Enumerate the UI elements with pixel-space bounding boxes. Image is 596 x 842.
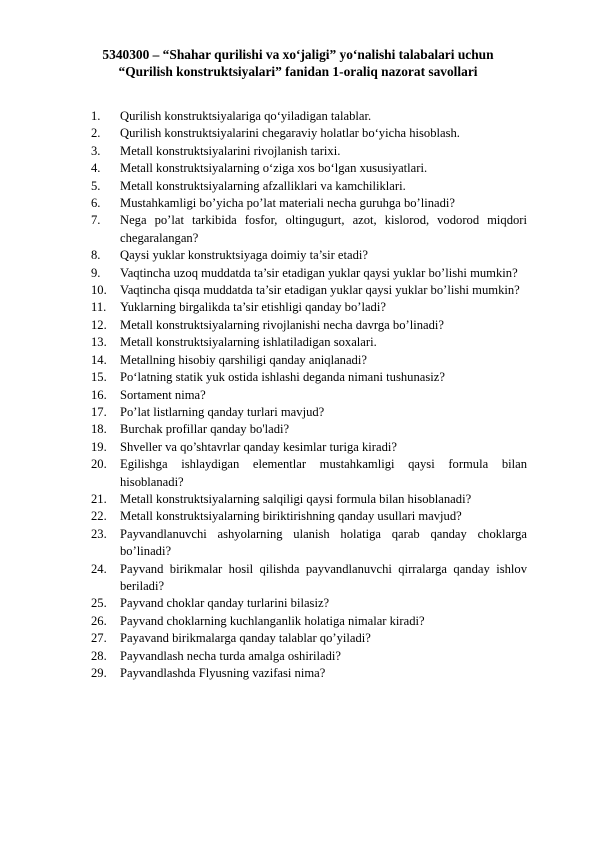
question-text: Qaysi yuklar konstruktsiyaga doimiy ta’sir etadi? [120, 248, 368, 263]
question-text: Payavand birikmalarga qanday talablar qo’yiladi? [120, 631, 371, 646]
question-text: Metall konstruktsiyalarning o‘ziga xos bo‘lgan xususiyatlari. [120, 161, 428, 176]
question-text: Metall konstruktsiyalarning rivojlanishi necha davrga bo’linadi? [120, 317, 444, 332]
question-number: 22. [91, 509, 107, 524]
question-number: 21. [91, 491, 107, 506]
question-item [0, 160, 527, 177]
question-text: Vaqtincha uzoq muddatda ta’sir etadigan yuklar qaysi yuklar bo’lishi mumkin? [120, 265, 518, 280]
question-item [0, 125, 527, 142]
title-line-2: “Qurilish konstruktsiyalari” fanidan 1-oraliq nazorat savollari [118, 64, 478, 79]
question-item [0, 404, 527, 421]
question-number: 7. [91, 213, 101, 228]
question-item [0, 352, 527, 369]
question-number: 2. [91, 126, 101, 141]
question-text: Metall konstruktsiyalarning ishlatiladigan soxalari. [120, 335, 377, 350]
question-item [0, 595, 527, 612]
question-text: Nega po’lat tarkibida fosfor, oltingugurt, azot, kislorod, vodorod miqdori chegaralangan? [120, 213, 527, 245]
question-item [0, 212, 527, 247]
question-text: Egilishga ishlaydigan elementlar mustahkamligi qaysi formula bilan hisoblanadi? [120, 457, 527, 489]
question-text: Payvandlashda Flyusning vazifasi nima? [120, 666, 326, 680]
question-number: 9. [91, 265, 101, 280]
question-item [0, 282, 527, 299]
question-text: Yuklarning birgalikda ta’sir etishligi qanday bo’ladi? [120, 300, 386, 315]
question-number: 17. [91, 404, 107, 419]
question-text: Qurilish konstruktsiyalariga qo‘yiladigan talablar. [120, 109, 372, 123]
question-item [0, 334, 527, 351]
question-text: Payvand choklar qanday turlarini bilasiz? [120, 596, 330, 611]
question-item [0, 108, 527, 125]
question-number: 27. [91, 631, 107, 646]
document-title [60, 46, 536, 80]
question-item [0, 508, 527, 525]
question-number: 24. [91, 561, 107, 576]
question-text: Qurilish konstruktsiyalarini chegaraviy holatlar bo‘yicha hisoblash. [120, 126, 460, 141]
question-item [0, 387, 527, 404]
question-text: Metallning hisobiy qarshiligi qanday aniqlanadi? [120, 352, 367, 367]
question-item [0, 143, 527, 160]
question-number: 23. [91, 526, 107, 541]
question-number: 19. [91, 439, 107, 454]
question-text: Payvandlanuvchi ashyolarning ulanish holatiga qarab qanday choklarga bo’linadi? [120, 526, 527, 559]
question-item [0, 439, 527, 456]
question-number: 20. [91, 457, 107, 472]
question-number: 29. [91, 666, 107, 680]
question-number: 26. [91, 613, 107, 628]
question-item [0, 561, 527, 596]
question-number: 8. [91, 248, 101, 263]
question-number: 3. [91, 143, 101, 158]
question-text: Vaqtincha qisqa muddatda ta’sir etadigan yuklar qaysi yuklar bo’lishi mumkin? [120, 283, 520, 298]
question-number: 10. [91, 283, 107, 298]
question-text: Metall konstruktsiyalarning afzalliklari va kamchiliklari. [120, 178, 406, 193]
question-list [0, 108, 596, 682]
question-item [0, 195, 527, 212]
question-text: Po‘latning statik yuk ostida ishlashi deganda nimani tushunasiz? [120, 370, 445, 385]
question-item [0, 299, 527, 316]
question-text: Metall konstruktsiyalarning salqiligi qaysi formula bilan hisoblanadi? [120, 491, 472, 506]
question-item [0, 491, 527, 508]
question-item [0, 247, 527, 264]
question-item [0, 178, 527, 195]
question-number: 14. [91, 352, 107, 367]
question-item [0, 613, 527, 630]
question-item [0, 456, 527, 491]
question-item [0, 665, 527, 682]
question-item [0, 265, 527, 282]
question-item [0, 421, 527, 438]
question-number: 18. [91, 422, 107, 437]
question-text: Metall konstruktsiyalarini rivojlanish tarixi. [120, 143, 341, 158]
question-item [0, 369, 527, 386]
question-text: Shveller va qo’shtavrlar qanday kesimlar turiga kiradi? [120, 439, 397, 454]
question-number: 11. [91, 300, 107, 315]
question-item [0, 648, 527, 665]
question-number: 6. [91, 196, 101, 211]
question-item [0, 526, 527, 561]
question-number: 15. [91, 370, 107, 385]
question-text: Mustahkamligi bo’yicha po’lat materiali necha guruhga bo’linadi? [120, 196, 456, 211]
question-number: 12. [91, 317, 107, 332]
question-text: Payvand birikmalar hosil qilishda payvandlanuvchi qirralarga qanday ishlov beriladi? [120, 561, 527, 593]
question-text: Payvandlash necha turda amalga oshiriladi? [120, 648, 342, 663]
question-text: Payvand choklarning kuchlanganlik holatiga nimalar kiradi? [120, 613, 425, 628]
question-number: 4. [91, 161, 101, 176]
question-number: 1. [91, 109, 101, 123]
question-text: Po’lat listlarning qanday turlari mavjud? [120, 404, 325, 419]
question-text: Sortament nima? [120, 387, 206, 402]
question-text: Burchak profillar qanday bo'ladi? [120, 422, 290, 437]
question-item [0, 317, 527, 334]
title-line-1: 5340300 – “Shahar qurilishi va xo‘jaligi” yo‘nalishi talabalari uchun [102, 47, 494, 62]
question-number: 13. [91, 335, 107, 350]
question-number: 25. [91, 596, 107, 611]
question-text: Metall konstruktsiyalarning biriktirishning qanday usullari mavjud? [120, 509, 462, 524]
question-number: 16. [91, 387, 107, 402]
question-number: 28. [91, 648, 107, 663]
question-item [0, 630, 527, 647]
question-number: 5. [91, 178, 101, 193]
